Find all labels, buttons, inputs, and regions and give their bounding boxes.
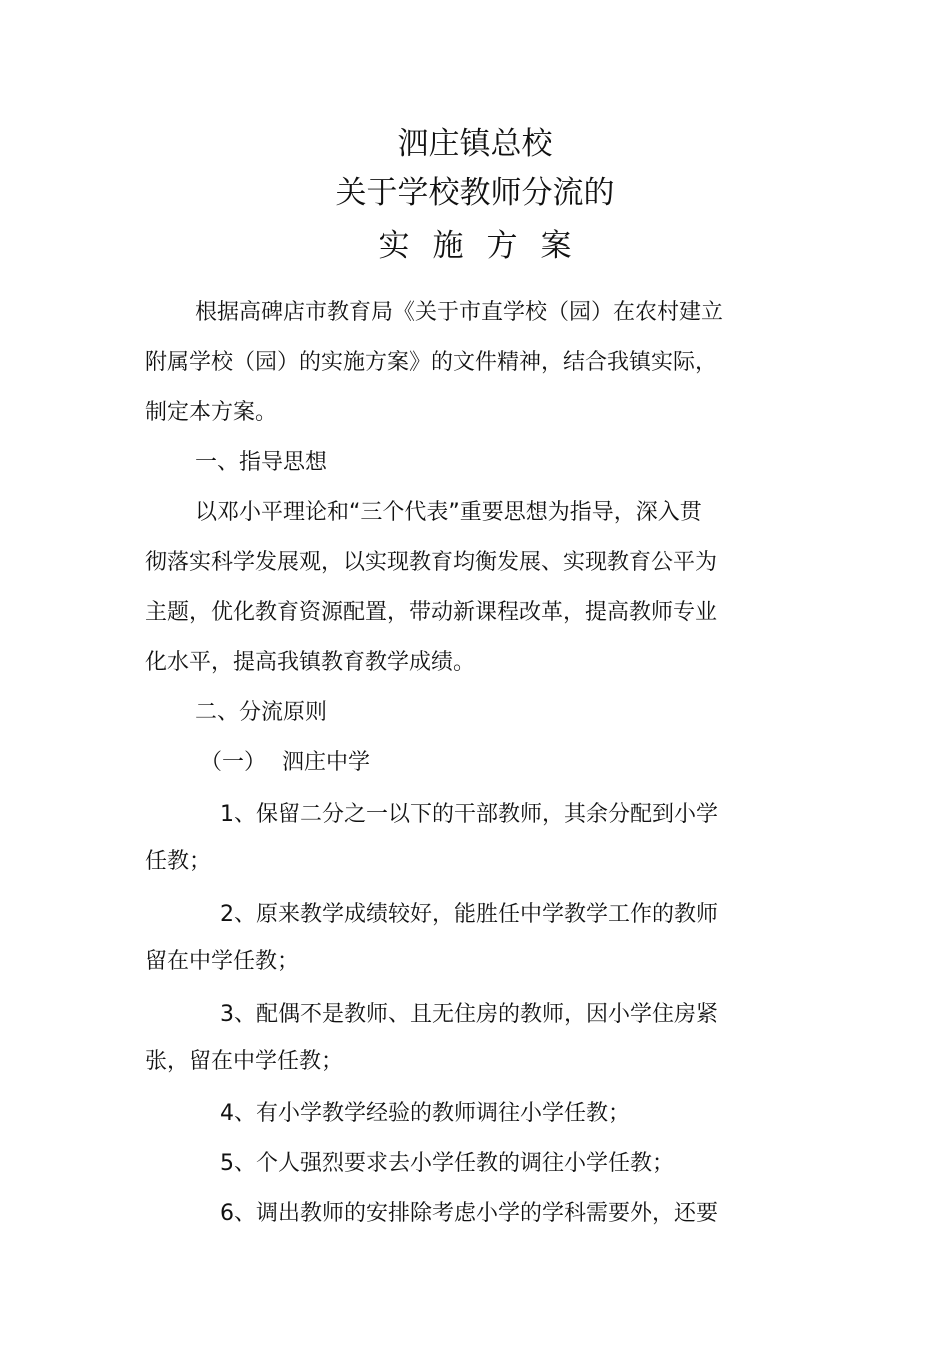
rule-item-4: 4、有小学教学经验的教师调往小学任教； xyxy=(220,1101,630,1126)
section1-body-line-2: 彻落实科学发展观，以实现教育均衡发展、实现教育公平为 xyxy=(145,550,718,575)
intro-line-3: 制定本方案。 xyxy=(145,400,278,425)
section2-sub1-name: 泗庄中学 xyxy=(282,750,371,775)
section2-sub1-label: （一） xyxy=(200,750,267,775)
title-line-3: 实施方案 xyxy=(378,228,595,264)
rule-item-1-line-1: 1、保留二分之一以下的干部教师，其余分配到小学 xyxy=(220,802,718,827)
rule-item-5: 5、个人强烈要求去小学任教的调往小学任教； xyxy=(220,1151,674,1176)
section1-body-line-3: 主题，优化教育资源配置，带动新课程改革，提高教师专业 xyxy=(145,600,718,625)
rule-item-2-line-2: 留在中学任教； xyxy=(145,949,300,974)
section1-body-line-1: 以邓小平理论和“三个代表”重要思想为指导，深入贯 xyxy=(195,500,702,525)
title-line-1: 泗庄镇总校 xyxy=(397,126,553,162)
rule-item-6-line-1: 6、调出教师的安排除考虑小学的学科需要外，还要 xyxy=(220,1201,718,1226)
intro-line-1: 根据高碑店市教育局《关于市直学校（园）在农村建立 xyxy=(195,300,724,325)
section2-heading: 二、分流原则 xyxy=(195,700,328,725)
rule-item-3-line-2: 张，留在中学任教； xyxy=(145,1049,344,1074)
rule-item-2-line-1: 2、原来教学成绩较好，能胜任中学教学工作的教师 xyxy=(220,902,718,927)
rule-item-3-line-1: 3、配偶不是教师、且无住房的教师，因小学住房紧 xyxy=(220,1002,718,1027)
rule-item-1-line-2: 任教； xyxy=(145,849,212,874)
title-line-2: 关于学校教师分流的 xyxy=(335,175,615,211)
section1-body-line-4: 化水平，提高我镇教育教学成绩。 xyxy=(145,650,476,675)
intro-line-2: 附属学校（园）的实施方案》的文件精神，结合我镇实际， xyxy=(145,350,718,375)
section1-heading: 一、指导思想 xyxy=(195,450,328,475)
